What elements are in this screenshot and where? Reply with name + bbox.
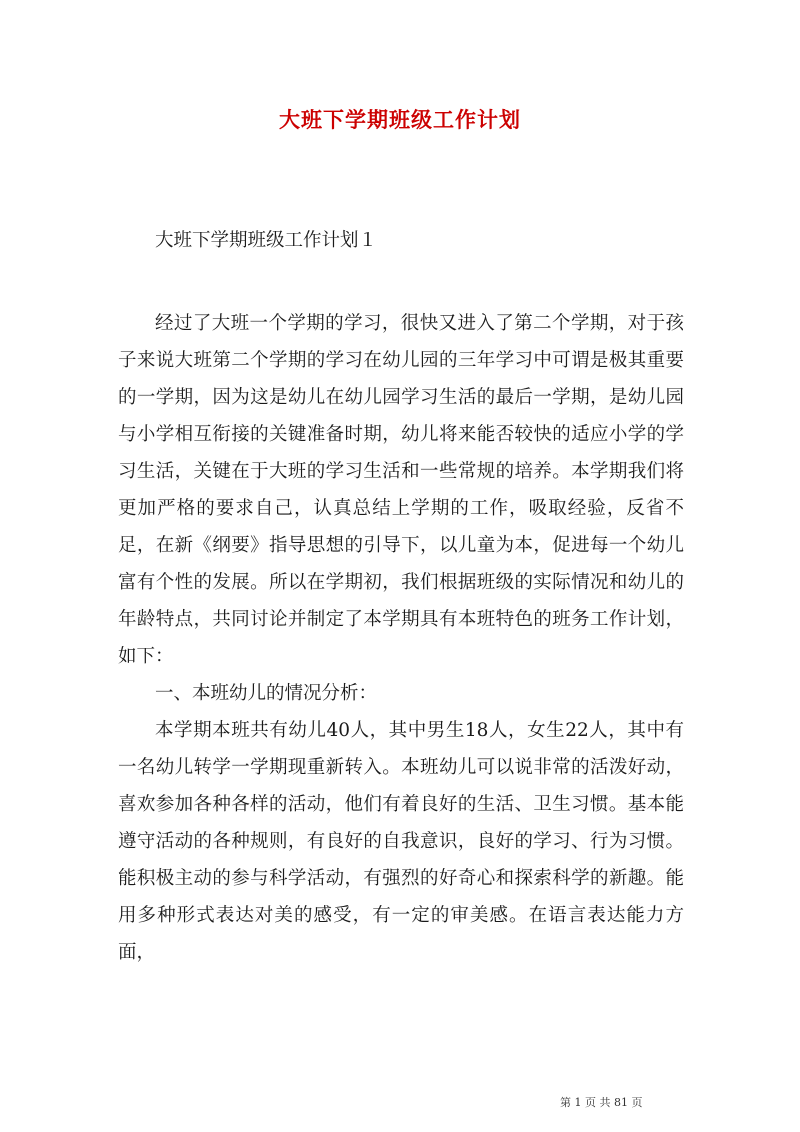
paragraph: 经过了大班一个学期的学习，很快又进入了第二个学期，对于孩子来说大班第二个学期的学习在幼儿园的三年学习中可谓是极其重要的一学期，因为这是幼儿在幼儿园学习生活的最后一学期，是幼儿园与小学相互衔接的关键准备时期，幼儿将来能否较快的适应小学的学习生活，关键在于大班的学习生活和一些常规的培养。本学期我们将更加严格的要求自己，认真总结上学期的工作，吸取经验，反省不足，在新《纲要》指导思想的引导下，以儿童为本，促进每一个幼儿富有个性的发展。所以在学期初，我们根据班级的实际情况和幼儿的年龄特点，共同讨论并制定了本学期具有本班特色的班务工作计划，如下：	[118, 313, 684, 667]
document-title: 大班下学期班级工作计划	[279, 107, 521, 132]
section-subheading: 大班下学期班级工作计划１	[155, 230, 378, 251]
paragraph: 本学期本班共有幼儿40人，其中男生18人，女生22人，其中有一名幼儿转学一学期现重新转入。本班幼儿可以说非常的活泼好动，喜欢参加各种各样的活动，他们有着良好的生活、卫生习惯。基本能遵守活动的各种规则，有良好的自我意识，良好的学习、行为习惯。能积极主动的参与科学活动，有强烈的好奇心和探索科学的新趣。能用多种形式表达对美的感受，有一定的审美感。在语言表达能力方面，	[118, 720, 684, 963]
page-number: 第 1 页 共 81 页	[560, 1096, 643, 1109]
document-body	[118, 222, 684, 971]
section-heading: 一、本班幼儿的情况分析：	[155, 683, 378, 704]
